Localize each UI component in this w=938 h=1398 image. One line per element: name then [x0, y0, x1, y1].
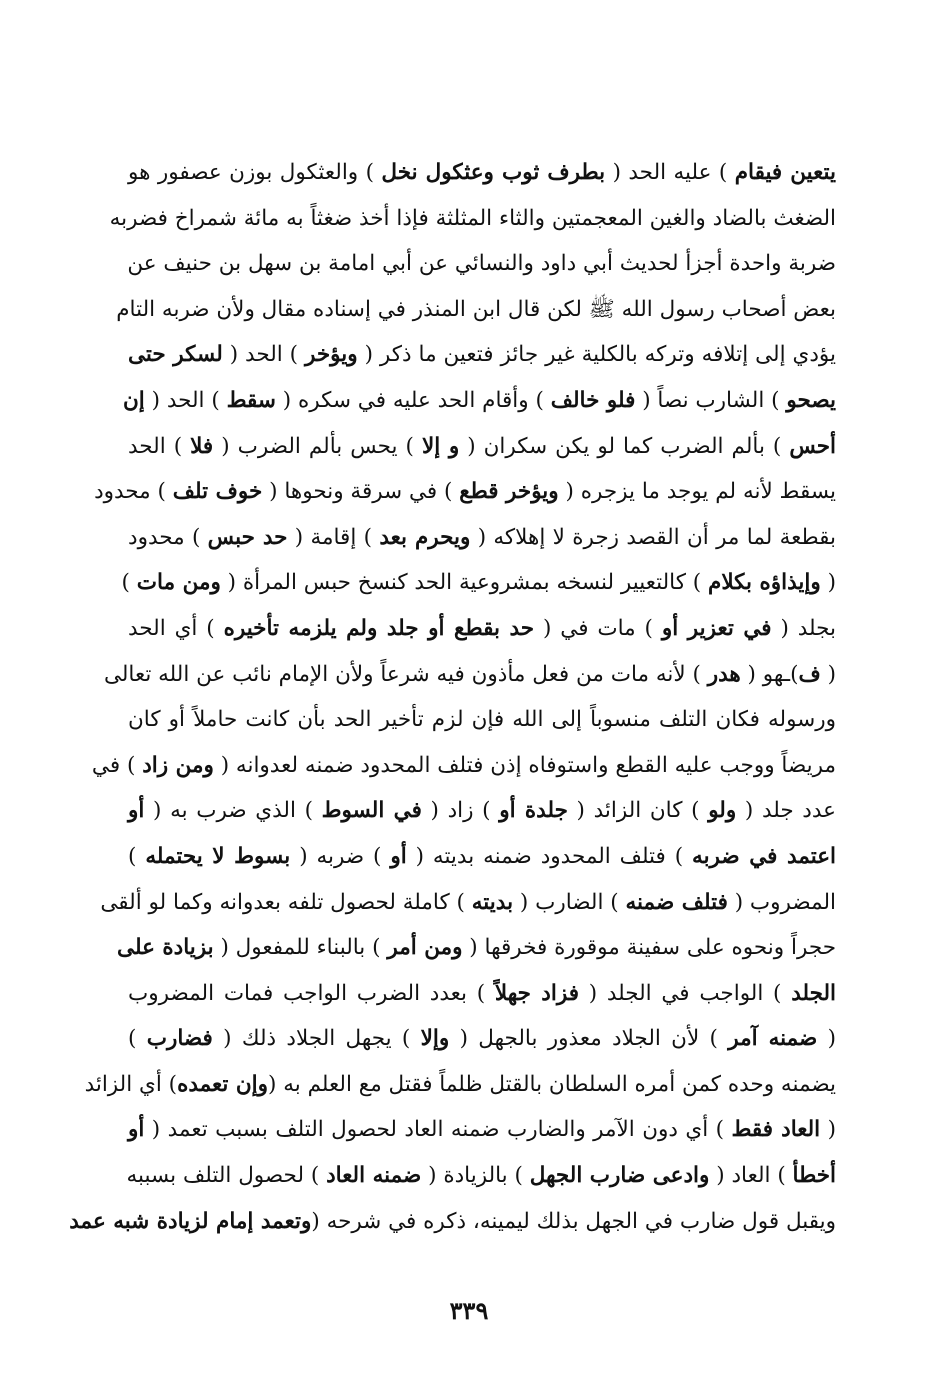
text-line [91, 743, 836, 789]
text-segment: ) لأنه مات من فعل مأذون فيه شرعاً ولأن الإمام نائب عن الله تعالى [103, 661, 708, 687]
text-line [103, 652, 836, 698]
text-line [69, 1199, 836, 1245]
text-segment: ) في [91, 752, 143, 778]
bold-segment: فضارب [146, 1026, 213, 1052]
text-segment: بجلد ( [771, 615, 837, 641]
bold-segment: وإيذاؤه بكلام [708, 570, 821, 596]
bold-segment: وإلا [420, 1026, 450, 1052]
text-line [123, 378, 836, 424]
bold-segment: بسوط لا يحتمله [145, 843, 291, 869]
text-line [128, 971, 836, 1017]
bold-segment: ويحرم بعد [379, 524, 471, 550]
bold-segment: فلو خالف [550, 387, 636, 413]
text-segment: ) أي دون الآمر والضارب ضمنه العاد لحصول التلف بسبب تعمد ( [144, 1117, 732, 1143]
bold-segment: إن [123, 387, 145, 413]
text-segment: ويقبل قول ضارب في الجهل بذلك ليمينه، ذكره في شرحه ( [311, 1208, 836, 1234]
bold-segment: خوف تلف [172, 479, 263, 505]
text-line [121, 560, 836, 606]
text-segment: ) بألم الضرب كما لو يكن سكران ( [459, 433, 790, 459]
text-line [128, 606, 836, 652]
bold-segment: ومن زاد [142, 752, 214, 778]
text-segment: ) فتلف المحدود ضمنه بديته ( [406, 843, 693, 869]
text-segment: ) الذي ضرب به ( [144, 798, 322, 824]
text-segment: حجراً ونحوه على سفينة موقورة فخرقها ( [462, 935, 836, 961]
text-segment: ) زاد ( [421, 798, 500, 824]
text-line [116, 287, 836, 333]
text-segment: ) محدود [128, 524, 208, 550]
text-segment: ) الحد ( [144, 387, 227, 413]
bold-segment: أو [128, 798, 145, 824]
text-segment: ) العاد ( [709, 1163, 793, 1189]
bold-segment: ف [798, 661, 821, 687]
text-segment: ) ضربه ( [290, 843, 391, 869]
text-line [94, 469, 836, 515]
text-segment: ) بالزيادة ( [421, 1163, 530, 1189]
bold-segment: حد بقطع أو جلد ولم يلزمه تأخيره [223, 615, 535, 641]
bold-segment: ضمنه العاد [326, 1163, 422, 1189]
text-segment: عدد جلد ( [736, 798, 836, 824]
text-line [109, 196, 836, 242]
bold-segment: يصحو [786, 387, 836, 413]
text-segment: ) مات في ( [534, 615, 662, 641]
text-line [128, 332, 836, 378]
bold-segment: ومن مات [136, 570, 221, 596]
text-segment: ) الشارب نصاً ( [635, 387, 787, 413]
bold-segment: و إلا [421, 433, 460, 459]
bold-segment: وادعى ضارب الجهل [529, 1163, 710, 1189]
text-line [128, 424, 836, 470]
text-line [128, 834, 836, 880]
bold-segment: أخطأ [792, 1163, 836, 1189]
page-number: ٣٣٩ [449, 1296, 489, 1325]
bold-segment: ومن أمر [387, 935, 463, 961]
text-segment: )ـهو ( [740, 661, 799, 687]
bold-segment: يتعين فيقام [734, 160, 836, 185]
text-line [128, 788, 836, 834]
text-segment: يضمنه وحده كمن أمره السلطان بالقتل ظلماً فقتل مع العلم به ( [268, 1071, 836, 1097]
page-body [69, 150, 837, 1244]
text-line [128, 697, 836, 743]
text-segment: ( [820, 661, 836, 687]
text-segment: ) [128, 843, 146, 869]
text-segment: ) يحس بألم الضرب ( [213, 433, 422, 459]
text-segment: ) أي الحد [128, 615, 224, 641]
text-segment: ) [121, 570, 137, 596]
bold-segment: أو [128, 1117, 145, 1143]
bold-segment: جلدة أو [499, 798, 568, 824]
bold-segment: في تعزير أو [661, 615, 772, 641]
bold-segment: اعتمد في ضربه [692, 843, 837, 869]
text-segment: ) بعدد الضرب الواجب فمات المضروب [128, 980, 495, 1006]
text-segment: ) كان الزائد ( [567, 798, 709, 824]
bold-segment: فتلف ضمنه [625, 889, 728, 915]
text-segment: ) لأن الجلاد معذور بالجهل ( [449, 1026, 729, 1052]
text-segment: ( [820, 570, 836, 596]
text-line [100, 880, 836, 926]
bold-segment: حد حبس [207, 524, 288, 550]
text-segment: ) الواجب في الجلد ( [578, 980, 792, 1006]
text-segment: ) بالبناء للمفعول ( [213, 935, 388, 961]
text-segment: ) إقامة ( [287, 524, 380, 550]
text-segment: ) محدود [94, 479, 173, 505]
bold-segment: بطرف ثوب وعثكول نخل [381, 160, 606, 185]
bold-segment: ضمنه آمر [728, 1026, 818, 1052]
text-segment: ) لحصول التلف بسببه [126, 1163, 327, 1189]
bold-segment: فزاد جهلاً [494, 980, 579, 1006]
text-segment: ) الحد ( [222, 342, 305, 368]
text-segment: ) الحد [128, 433, 191, 459]
text-segment: الضغث بالضاد والغين المعجمتين والثاء المثلثة فإذا أخذ ضغثاً به مائة شمراخ فضربه [109, 205, 836, 231]
text-segment: ( [817, 1026, 836, 1052]
text-segment: بقطعة لما مر أن القصد زجرة لا إهلاكه ( [470, 524, 837, 550]
text-segment: ) كاملة لحصول تلفه بعدوانه وكما لو ألقى [100, 889, 472, 915]
bold-segment: في السوط [321, 798, 422, 824]
bold-segment: بزيادة على [117, 935, 214, 961]
bold-segment: أحس [789, 433, 837, 459]
text-segment: ( [820, 1117, 836, 1143]
bold-segment: ولو [708, 798, 737, 824]
bold-segment: الجلد [791, 980, 836, 1006]
bold-segment: فلا [190, 433, 214, 459]
text-line [117, 925, 836, 971]
bold-segment: ويؤخر قطع [459, 479, 559, 505]
text-segment: ) يجهل الجلاد ذلك ( [212, 1026, 421, 1052]
text-line [84, 1062, 836, 1108]
bold-segment: سقط [226, 387, 276, 413]
text-line [128, 241, 836, 287]
text-segment: ضربة واحدة أجزأ لحديث أبي داود والنسائي عن أبي امامة بن سهل بن حنيف عن [127, 251, 836, 277]
bold-segment: بديته [471, 889, 514, 915]
text-segment: ) في سرقة ونحوها ( [262, 479, 460, 505]
text-line [128, 1016, 836, 1062]
text-line [128, 1107, 836, 1153]
bold-segment: ويؤخر [305, 342, 358, 368]
text-segment: المضروب ( [727, 889, 836, 915]
text-segment: بعض أصحاب رسول الله ﷺ لكن قال ابن المنذر في إسناده مقال ولأن ضربه التام [116, 296, 836, 322]
bold-segment: هدر [707, 661, 741, 687]
bold-segment: أو [390, 843, 407, 869]
text-segment: ) والعثكول بوزن عصفور هو [128, 160, 382, 185]
bold-segment: وتعمد إمام لزيادة شبه عمد [69, 1208, 312, 1234]
text-segment: ) الضارب ( [513, 889, 626, 915]
text-segment: ) عليه الحد ( [605, 160, 735, 185]
bold-segment: لسكر حتى [128, 342, 223, 368]
text-segment: ) كالتعيير لنسخه بمشروعية الحد كنسخ حبس المرأة ( [220, 570, 709, 596]
text-segment: ) أي الزائد [84, 1071, 178, 1097]
text-segment: ) [128, 1026, 147, 1052]
text-line [128, 515, 836, 561]
text-segment: يؤدي إلى إتلافه وتركه بالكلية غير جائز فتعين ما ذكر ( [357, 342, 836, 368]
bold-segment: العاد فقط [731, 1117, 821, 1143]
text-segment: مريضاً ووجب عليه القطع واستوفاه إذن فتلف المحدود ضمنه لعدوانه ( [213, 752, 836, 778]
text-block [69, 150, 837, 1244]
bold-segment: وإن تعمده [177, 1071, 269, 1097]
text-segment: يسقط لأنه لم يوجد ما يزجره ( [558, 479, 836, 505]
text-segment: ) وأقام الحد عليه في سكره ( [275, 387, 551, 413]
text-line [128, 1153, 836, 1199]
text-segment: ورسوله فكان التلف منسوباً إلى الله فإن لزم تأخير الحد بأن كانت حاملاً أو كان [128, 707, 836, 733]
text-line [128, 150, 836, 196]
